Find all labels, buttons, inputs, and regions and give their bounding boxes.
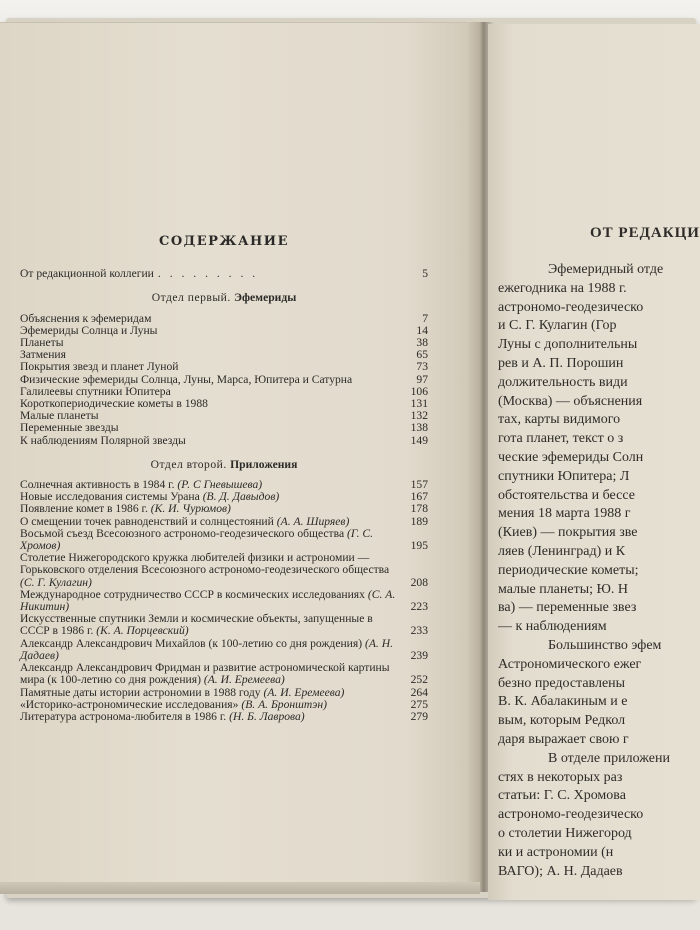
toc-page-number: 138 — [410, 421, 428, 435]
editorial-line: ежегодника на 1988 г. — [498, 280, 627, 296]
editorial-line: безно предоставлены — [498, 675, 626, 691]
editorial-line: ческие эфемериды Солн — [498, 449, 644, 465]
toc-entry-title: Литература астронома-любителя в 1986 г. — [20, 709, 227, 723]
toc-entry-title: К наблюдениям Полярной звезды — [20, 433, 186, 447]
editorial-line: астрономо-геодезическо — [498, 299, 644, 315]
toc-entry-author: (А. И. Еремеева) — [203, 673, 285, 687]
toc-entry-title: Памятные даты истории астрономии в 1988 году — [20, 685, 261, 699]
toc-entry-title: Восьмой съезд Всесоюзного астрономо-геодезического общества — [20, 526, 345, 540]
toc-leader-dots: . . . . . . . . . — [157, 268, 259, 281]
toc-entry-title: Международное сотрудничество СССР в космических исследованиях — [20, 587, 365, 601]
toc-entry-title: Галилеевы спутники Юпитера — [20, 384, 171, 398]
section1-entries — [20, 313, 428, 447]
toc-entry-title: «Историко-астрономические исследования» — [20, 697, 239, 711]
toc-entry-author: (Р. С Гневышева) — [177, 478, 263, 492]
toc-entry-title: Солнечная активность в 1984 г. — [20, 478, 175, 492]
editorial-line: ляев (Ленинград) и К — [498, 543, 626, 559]
editorial-line: Астрономического ежег — [498, 656, 642, 672]
toc-entry-text — [20, 589, 398, 613]
toc-entry-title: Затмения — [20, 348, 66, 362]
toc-entry-title: Планеты — [20, 336, 64, 350]
editorial-line: тах, карты видимого — [498, 412, 621, 428]
toc-entry — [20, 552, 428, 589]
toc-entry-author: (А. И. Еремеева) — [263, 685, 345, 699]
editorial-line: ки и астрономии (н — [498, 844, 614, 860]
toc-entry — [20, 711, 428, 723]
table-of-contents — [20, 236, 428, 723]
editorial-title: ОТ РЕДАКЦИ — [590, 225, 700, 241]
toc-entry-author: (В. А. Бронштэн) — [241, 697, 327, 711]
section-heading-appendices — [20, 459, 428, 471]
editorial-line: Эфемеридный отде — [548, 262, 664, 277]
editorial-line: спутники Юпитера; Л — [498, 468, 630, 484]
editorial-line: (Москва) — объяснения — [498, 393, 643, 409]
editorial-line: о столетии Нижегород — [498, 825, 632, 841]
toc-title: СОДЕРЖАНИЕ — [158, 234, 290, 249]
toc-page-number: 5 — [422, 267, 428, 281]
toc-page-number: 131 — [410, 397, 428, 411]
toc-entry-title: Объяснения к эфемеридам — [20, 311, 152, 325]
toc-entry-title: Появление комет в 1986 г. — [20, 502, 148, 516]
toc-page-number: 252 — [410, 673, 428, 687]
editorial-line: астрономо-геодезическо — [498, 807, 644, 823]
toc-entry — [20, 435, 428, 447]
toc-entry-title: Эфемериды Солнца и Луны — [20, 323, 158, 337]
toc-page-number: 208 — [410, 575, 428, 589]
toc-entry-author: (С. Г. Кулагин) — [20, 575, 92, 589]
toc-entry-text — [20, 613, 398, 637]
toc-entry — [20, 638, 428, 662]
toc-entry-author: (К. И. Чурюмов) — [150, 502, 231, 516]
toc-entry-text — [20, 435, 398, 447]
toc-entry-title: Новые исследования системы Урана — [20, 490, 200, 504]
toc-intro-entry — [20, 268, 428, 280]
toc-page-number: 149 — [410, 433, 428, 447]
toc-entry — [20, 662, 428, 686]
toc-page-number: 239 — [410, 648, 428, 662]
toc-entry — [20, 613, 428, 637]
toc-entry-title: О смещении точек равноденствий и солнцестояний — [20, 514, 274, 528]
page-edge — [0, 882, 480, 894]
toc-entry-title: Покрытия звезд и планет Луной — [20, 360, 179, 374]
toc-entry-text — [20, 638, 398, 662]
toc-entry-author: (К. А. Порцевский) — [96, 624, 189, 638]
toc-page-number: 38 — [416, 336, 428, 350]
section-name: Приложения — [230, 457, 298, 471]
editorial-line: В отделе приложени — [548, 750, 670, 766]
toc-page-number: 106 — [410, 384, 428, 398]
toc-entry-title: Столетие Нижегородского кружка любителей физики и астрономии — Горьковского отделения Всесоюзного астрономо-геодезического общества — [20, 551, 390, 577]
editorial-body — [498, 262, 670, 882]
editorial-line: даря выражает свою г — [498, 731, 629, 747]
toc-entry-text — [20, 662, 398, 686]
section-heading-ephemerides — [20, 292, 428, 304]
toc-page-number: 97 — [416, 372, 428, 386]
editorial-line: ВАГО); А. Н. Дадаев — [498, 863, 623, 879]
toc-entry-text: От редакционной коллегии — [20, 267, 154, 281]
editorial-line: статьи: Г. С. Хромова — [498, 788, 626, 804]
editorial-line: периодические кометы; — [498, 562, 639, 578]
section-name: Эфемериды — [234, 291, 297, 305]
toc-entry-title: Переменные звезды — [20, 421, 119, 435]
toc-entry-author: (Г. С. Хромов) — [20, 526, 374, 553]
editorial-line: мения 18 марта 1988 г — [498, 506, 631, 522]
toc-entry-author: (А. А. Ширяев) — [276, 514, 350, 528]
toc-entry-title: Физические эфемериды Солнца, Луны, Марса, Юпитера и Сатурна — [20, 372, 353, 386]
toc-entry-title: Александр Александрович Фридман и развитие астрономической картины мира (к 100-летию со дня рождения) — [20, 661, 390, 687]
editorial-line: обстоятельства и бессе — [498, 487, 635, 503]
toc-page-number: 65 — [416, 348, 428, 362]
editorial-line: Луны с дополнительны — [498, 337, 638, 353]
toc-page-number: 195 — [410, 539, 428, 553]
toc-entry-text — [20, 325, 398, 337]
editorial-line: вым, которым Редкол — [498, 713, 626, 729]
toc-page-number: 157 — [410, 478, 428, 492]
toc-entry-title: Короткопериодические кометы в 1988 — [20, 397, 208, 411]
editorial-line: стях в некоторых раз — [498, 769, 623, 785]
editorial-line: рев и А. П. Порошин — [498, 355, 624, 371]
toc-page-number: 178 — [410, 502, 428, 516]
toc-page-number: 14 — [416, 323, 428, 337]
editorial-line: В. К. Абалакиным и е — [498, 694, 628, 710]
toc-entry-title: Искусственные спутники Земли и космические объекты, запущенные в СССР в 1986 г. — [20, 612, 373, 638]
toc-entry-text — [20, 528, 398, 552]
toc-page-number: 132 — [410, 409, 428, 423]
toc-entry-text — [20, 552, 398, 589]
toc-entry-author: (С. А. Никитин) — [20, 587, 396, 614]
editorial-line: Большинство эфем — [548, 637, 662, 653]
toc-page-number: 189 — [410, 514, 428, 528]
toc-page-number: 167 — [410, 490, 428, 504]
editorial-line: малые планеты; Ю. Н — [498, 581, 629, 597]
editorial-line: — к наблюдениям — [498, 619, 607, 635]
editorial-line: гота планет, текст о з — [498, 431, 624, 447]
toc-entry-author: (Н. Б. Лаврова) — [229, 709, 305, 723]
editorial-line: и С. Г. Кулагин (Гор — [498, 318, 617, 334]
editorial-line: (Киев) — покрытия зве — [498, 525, 638, 541]
toc-entry-author: (В. Д. Давыдов) — [202, 490, 280, 504]
toc-page-number: 233 — [410, 624, 428, 638]
section-prefix: Отдел второй. — [150, 457, 227, 471]
toc-entry-title: Малые планеты — [20, 409, 99, 423]
toc-entry — [20, 325, 428, 337]
toc-page-number: 264 — [410, 685, 428, 699]
toc-page-number: 7 — [422, 311, 428, 325]
toc-entry-text — [20, 711, 398, 723]
section-prefix: Отдел первый. — [151, 291, 231, 305]
toc-page-number: 275 — [410, 697, 428, 711]
toc-entry-text — [20, 337, 398, 349]
toc-entry-author: (А. Н. Дадаев) — [20, 636, 393, 662]
toc-entry — [20, 337, 428, 349]
section2-entries — [20, 479, 428, 723]
editorial-line: ва) — переменные звез — [498, 600, 637, 616]
toc-page-number: 73 — [416, 360, 428, 374]
toc-entry — [20, 528, 428, 552]
toc-page-number: 223 — [410, 600, 428, 614]
toc-entry-title: Александр Александрович Михайлов (к 100-летию со дня рождения) — [20, 636, 363, 650]
toc-page-number: 279 — [410, 709, 428, 723]
toc-entry — [20, 589, 428, 613]
editorial-line: должительность види — [498, 374, 628, 390]
